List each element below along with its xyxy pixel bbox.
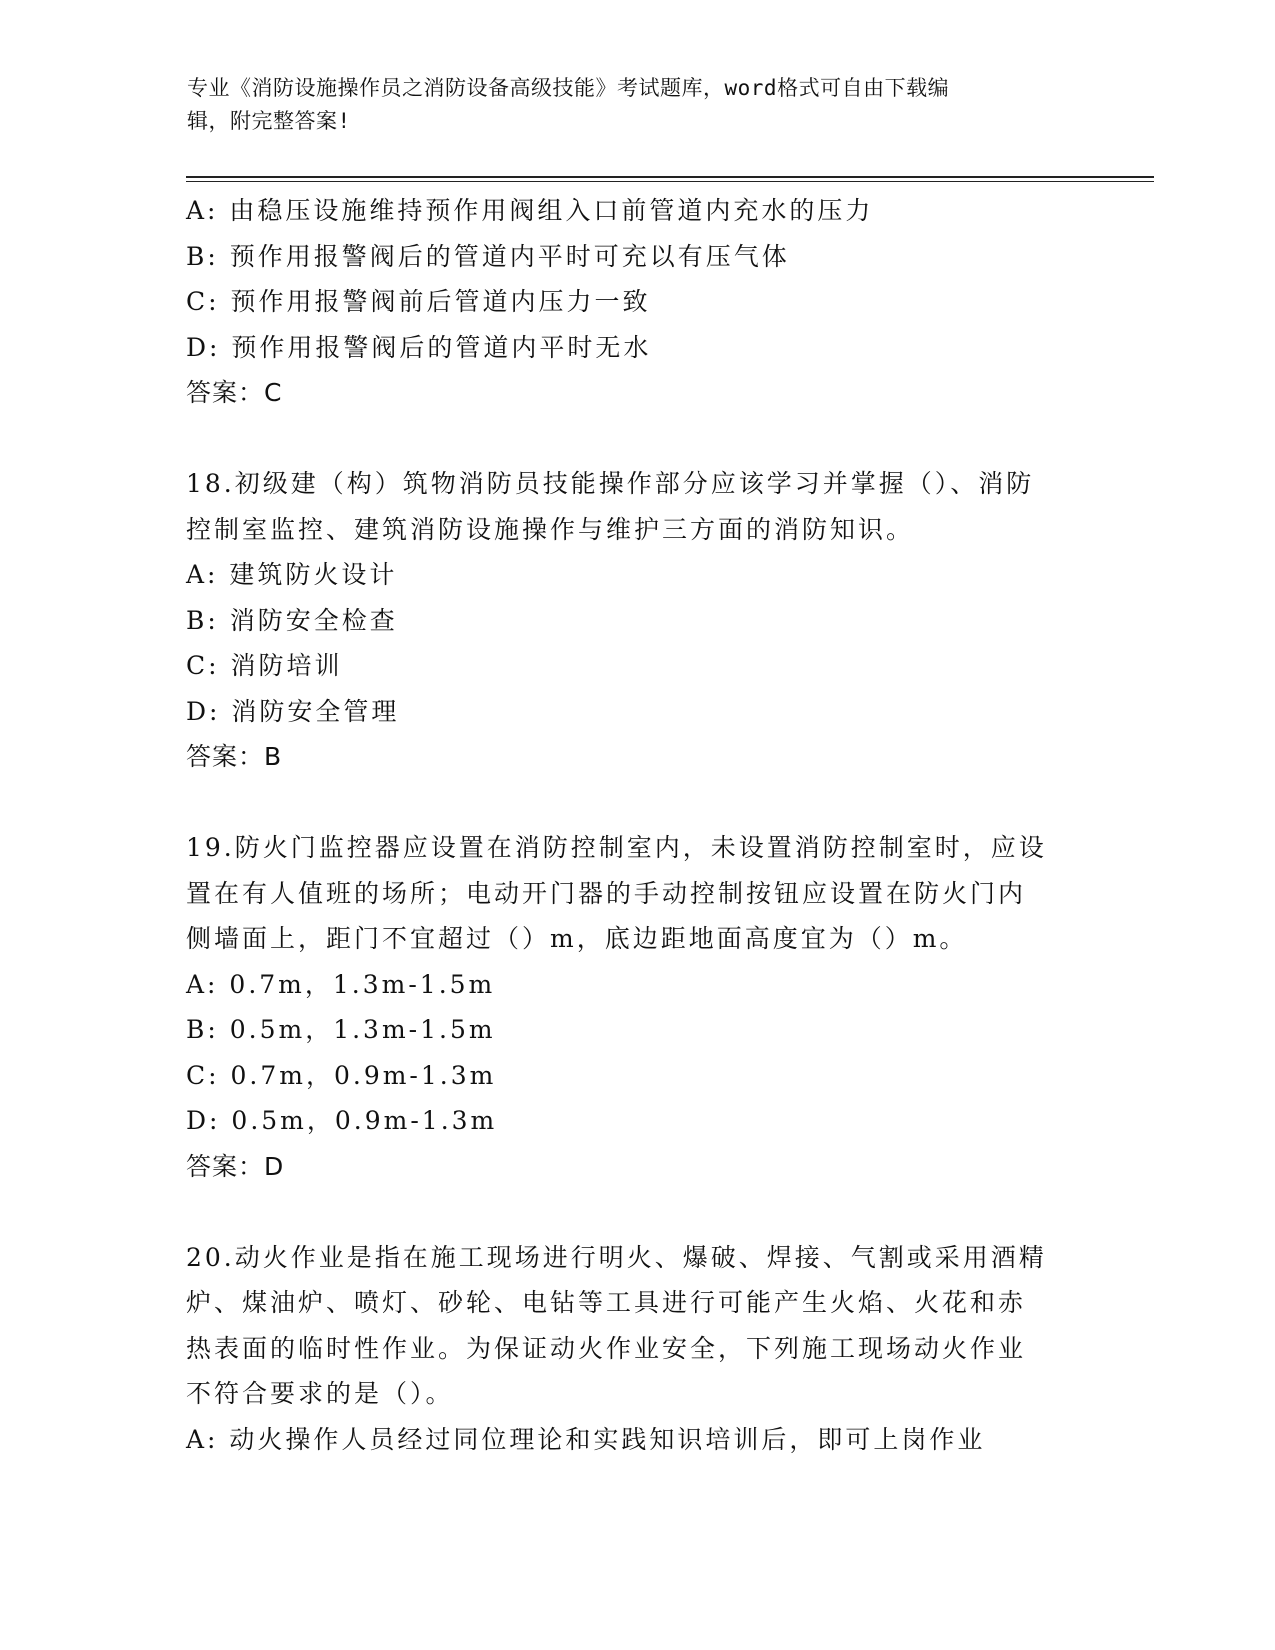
- answer-line: 答案：C: [186, 378, 283, 407]
- option-c: C: 0.7m，0.9m-1.3m: [186, 1060, 497, 1090]
- option-a: A: 建筑防火设计: [186, 560, 398, 589]
- question-stem-line: 侧墙面上，距门不宜超过（）m，底边距地面高度宜为（）m。: [186, 924, 968, 953]
- question-stem-line: 控制室监控、建筑消防设施操作与维护三方面的消防知识。: [186, 514, 915, 544]
- option-b: B: 0.5m，1.3m-1.5m: [186, 1015, 496, 1044]
- question-stem-line: 置在有人值班的场所；电动开门器的手动控制按钮应设置在防火门内: [186, 878, 1027, 908]
- option-d: D: 消防安全管理: [186, 696, 400, 726]
- option-d: D: 预作用报警阀后的管道内平时无水: [186, 332, 652, 362]
- document-header: [187, 72, 1087, 138]
- header-line-1: 专业《消防设施操作员之消防设备高级技能》考试题库，word格式可自由下载编: [187, 76, 950, 100]
- option-a: A: 0.7m，1.3m-1.5m: [186, 969, 496, 999]
- question-19: [186, 825, 1086, 1189]
- question-stem-line: 不符合要求的是（）。: [186, 1379, 454, 1408]
- answer-line: 答案：B: [186, 742, 283, 771]
- option-c: C: 消防培训: [186, 651, 343, 680]
- header-rule-thin: [186, 181, 1154, 182]
- option-a: A: 由稳压设施维持预作用阀组入口前管道内充水的压力: [186, 196, 874, 225]
- question-stem-line: 20.动火作业是指在施工现场进行明火、爆破、焊接、气割或采用酒精: [186, 1242, 1047, 1272]
- option-c: C: 预作用报警阀前后管道内压力一致: [186, 287, 651, 316]
- question-20: [186, 1235, 1086, 1463]
- question-spacer: [186, 1189, 1086, 1235]
- option-d: D: 0.5m，0.9m-1.3m: [186, 1106, 498, 1135]
- header-line-2: 辑，附完整答案!: [187, 109, 351, 133]
- option-b: B: 消防安全检查: [186, 605, 398, 635]
- option-a: A: 动火操作人员经过同位理论和实践知识培训后，即可上岗作业: [186, 1424, 986, 1454]
- question-stem-line: 19.防火门监控器应设置在消防控制室内，未设置消防控制室时，应设: [186, 833, 1047, 862]
- question-17: [186, 188, 1086, 416]
- question-stem-line: 炉、煤油炉、喷灯、砂轮、电钻等工具进行可能产生火焰、火花和赤: [186, 1288, 1027, 1317]
- header-rule-thick: [186, 176, 1154, 178]
- question-stem-line: 热表面的临时性作业。为保证动火作业安全，下列施工现场动火作业: [186, 1333, 1027, 1363]
- question-list: [186, 188, 1086, 1462]
- answer-line: 答案：D: [186, 1151, 285, 1181]
- question-18: [186, 461, 1086, 780]
- option-b: B: 预作用报警阀后的管道内平时可充以有压气体: [186, 241, 790, 271]
- question-spacer: [186, 780, 1086, 826]
- question-stem-line: 18.初级建（构）筑物消防员技能操作部分应该学习并掌握（）、消防: [186, 469, 1035, 498]
- question-spacer: [186, 416, 1086, 462]
